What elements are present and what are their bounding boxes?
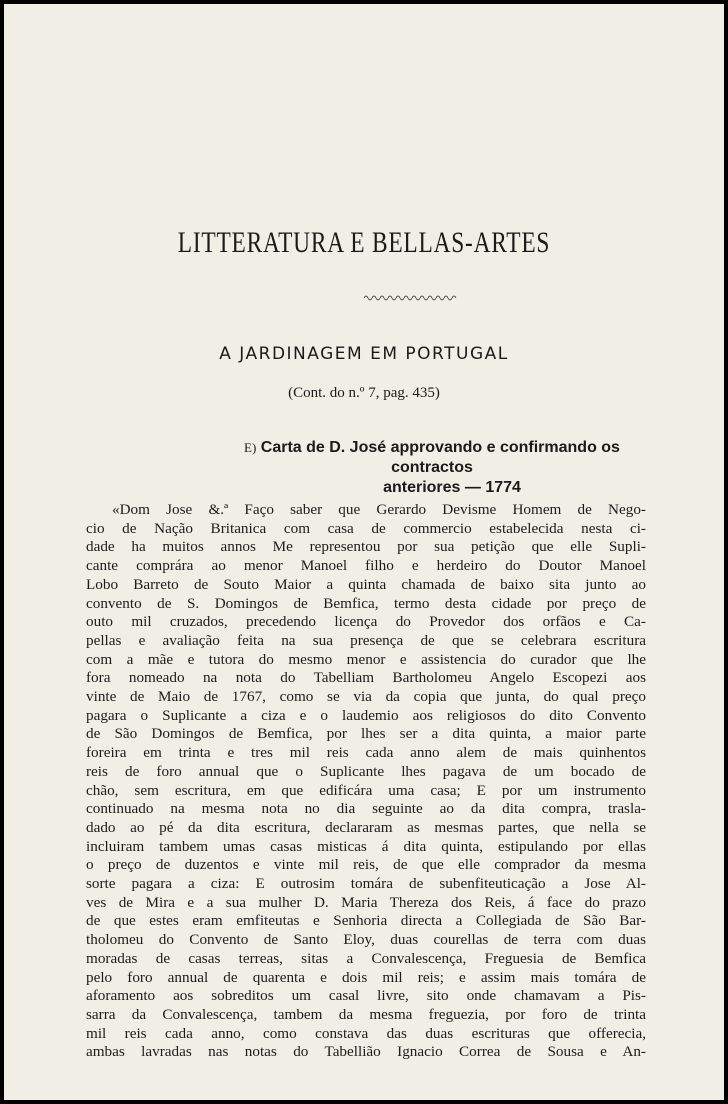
text-line: cante comprára ao menor Manoel filho e herdeiro do Doutor Manoel [86,557,646,575]
text-line: reis de foro annual que o Suplicante lhes pagava de um bocado de [86,762,646,780]
text-line: pagara o Suplicante a ciza e o laudemio aos religiosos do dito Convento [86,706,646,724]
text-line: mil reis cada anno, como constava das duas escrituras que offerecia, [86,1024,646,1042]
text-line: incluiram tambem umas casas misticas á dita quinta, estipulando por ellas [86,837,646,855]
text-line: de São Domingos de Bemfica, por lhes ser a dita quinta, a maior parte [86,725,646,743]
text-line: de que estes eram emfiteutas e Senhoria directa a Collegiada de São Bar- [86,912,646,930]
article-title: A JARDINAGEM EM PORTUGAL [219,344,509,364]
body-text [86,501,646,1062]
subsection-title-line1: Carta de D. José approvando e confirmando os contractos [260,439,620,476]
text-line: foreira em trinta e tres mil reis cada anno alem de mais quinhentos [86,744,646,762]
text-line: sorte pagara a ciza: E outrosim tomára de subenfiteuticação a Jose Al- [86,875,646,893]
text-line: pelo foro annual de quarenta e dois mil reis; e assim mais tomára de [86,968,646,986]
text-line: chão, sem escritura, em que edificára uma casa; E por um instrumento [86,781,646,799]
text-line: ves de Mira e a sua mulher D. Maria Thereza dos Reis, á face do prazo [86,893,646,911]
subsection-title-line2: anteriores — 1774 [383,479,521,496]
text-line: pellas e avaliação feita na sua presença de que se celebrara escritura [86,631,646,649]
document-page [4,4,724,1100]
subsection-marker: E) [244,440,257,455]
text-line: cio de Nação Britanica com casa de commercio estabelecida nesta ci- [86,519,646,537]
text-line: com a mãe e tutora do mesmo menor e assistencia do curador que lhe [86,650,646,668]
text-line: continuado na mesma nota no dia seguinte ao da dita compra, trasla- [86,800,646,818]
text-line: vinte de Maio de 1767, como se via da copia que junta, do qual preço [86,688,646,706]
text-line: dade ha muitos annos Me representou por sua petição que elle Supli- [86,538,646,556]
text-line: ambas lavradas nas notas do Tabellião Ignacio Correa de Sousa e An- [86,1043,646,1061]
text-line: sarra da Convalescença, tambem da mesma freguezia, por foro de trinta [86,1005,646,1023]
decorative-divider [364,294,458,302]
text-line: convento de S. Domingos de Bemfica, termo desta cidade por preço de [86,594,646,612]
text-line: o preço de duzentos e vinte mil reis, de que elle comprador da mesma [86,856,646,874]
text-line: tholomeu do Convento de Santo Eloy, duas courellas de terra com duas [86,931,646,949]
subsection-heading [232,438,632,498]
text-line: aforamento aos sobreditos um casal livre, sito onde chamavam a Pis- [86,987,646,1005]
text-line: moradas de casas terreas, sitas a Convalescença, Freguesia de Bemfica [86,949,646,967]
text-line: «Dom Jose &.ª Faço saber que Gerardo Devisme Homem de Nego- [112,501,646,518]
section-heading: LITTERATURA E BELLAS-ARTES [177,226,551,259]
text-line: outo mil cruzados, precedendo licença do Provedor dos orfãos e Ca- [86,613,646,631]
text-line: dado ao pé da dita escritura, declararam as mesmas partes, que nella se [86,818,646,836]
text-line: fora nomeado na nota do Tabelliam Bartholomeu Angelo Escopezi aos [86,669,646,687]
text-line: Lobo Barreto de Souto Maior a quinta chamada de baixo sita junto ao [86,575,646,593]
continuation-note: (Cont. do n.º 7, pag. 435) [288,385,440,401]
